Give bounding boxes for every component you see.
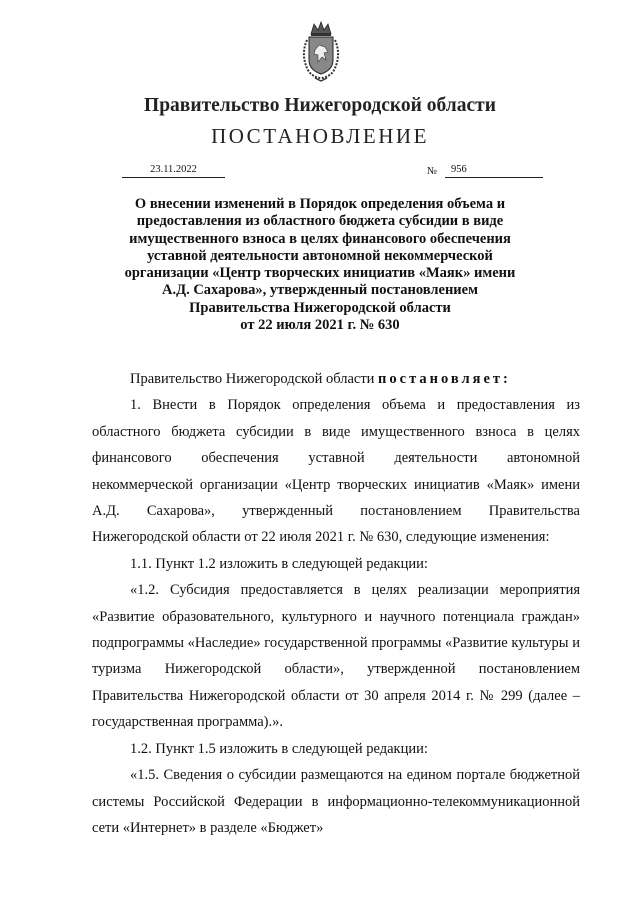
subject-line: О внесении изменений в Порядок определения объема и — [134, 196, 506, 212]
paragraph-1-1-text: «1.2. Субсидия предоставляется в целях реализации мероприятия «Развитие образовательного, культурного и научного потенциала граждан» подпрограммы «Наследие» государственной программы «Развитие культуры и туризма Нижегородской области», утвержденной постановлением Правительства Нижегородской области от 30 апреля 2014 г. № 299 (далее – государственная программа).». — [92, 582, 580, 731]
preamble-paragraph — [92, 366, 580, 392]
subject-line: Правительства Нижегородской области — [189, 299, 451, 316]
document-number: 956 — [445, 163, 543, 178]
coat-of-arms-icon — [297, 20, 345, 82]
subject-line: имущественного взноса в целях финансового обеспечения — [129, 230, 511, 247]
subject-line: А.Д. Сахарова», утвержденный постановлением — [162, 282, 478, 299]
paragraph-1-2: 1.2. Пункт 1.5 изложить в следующей редакции: — [130, 740, 428, 757]
document-subject — [120, 196, 520, 334]
subject-line: организации «Центр творческих инициатив «Маяк» имени — [124, 265, 516, 282]
subject-line: уставной деятельности автономной некоммерческой — [147, 247, 493, 264]
number-sign: № — [427, 166, 438, 177]
subject-line: от 22 июля 2021 г. № 630 — [240, 317, 400, 334]
paragraph-1-1: 1.1. Пункт 1.2 изложить в следующей редакции: — [130, 555, 428, 572]
document-type: ПОСТАНОВЛЕНИЕ — [211, 124, 429, 148]
government-title: Правительство Нижегородской области — [144, 95, 496, 116]
document-body — [92, 366, 580, 841]
document-date: 23.11.2022 — [122, 163, 225, 178]
resolves-word: постановляет: — [378, 371, 511, 387]
subject-line: предоставления из областного бюджета субсидии в виде — [136, 213, 504, 230]
paragraph-1-2-text: «1.5. Сведения о субсидии размещаются на едином портале бюджетной системы Российской Федерации в информационно-телекоммуникационной сети «Интернет» в разделе «Бюджет» — [92, 767, 580, 836]
preamble-text: Правительство Нижегородской области — [130, 371, 375, 387]
paragraph-1: 1. Внести в Порядок определения объема и предоставления из областного бюджета субсидии в виде имущественного взноса в целях финансового обеспечения уставной деятельности автономной некоммерческой организации «Центр творческих инициатив «Маяк» имени А.Д. Сахарова», утвержденный постановлением Правительства Нижегородской области от 22 июля 2021 г. № 630, следующие изменения: — [92, 397, 580, 546]
